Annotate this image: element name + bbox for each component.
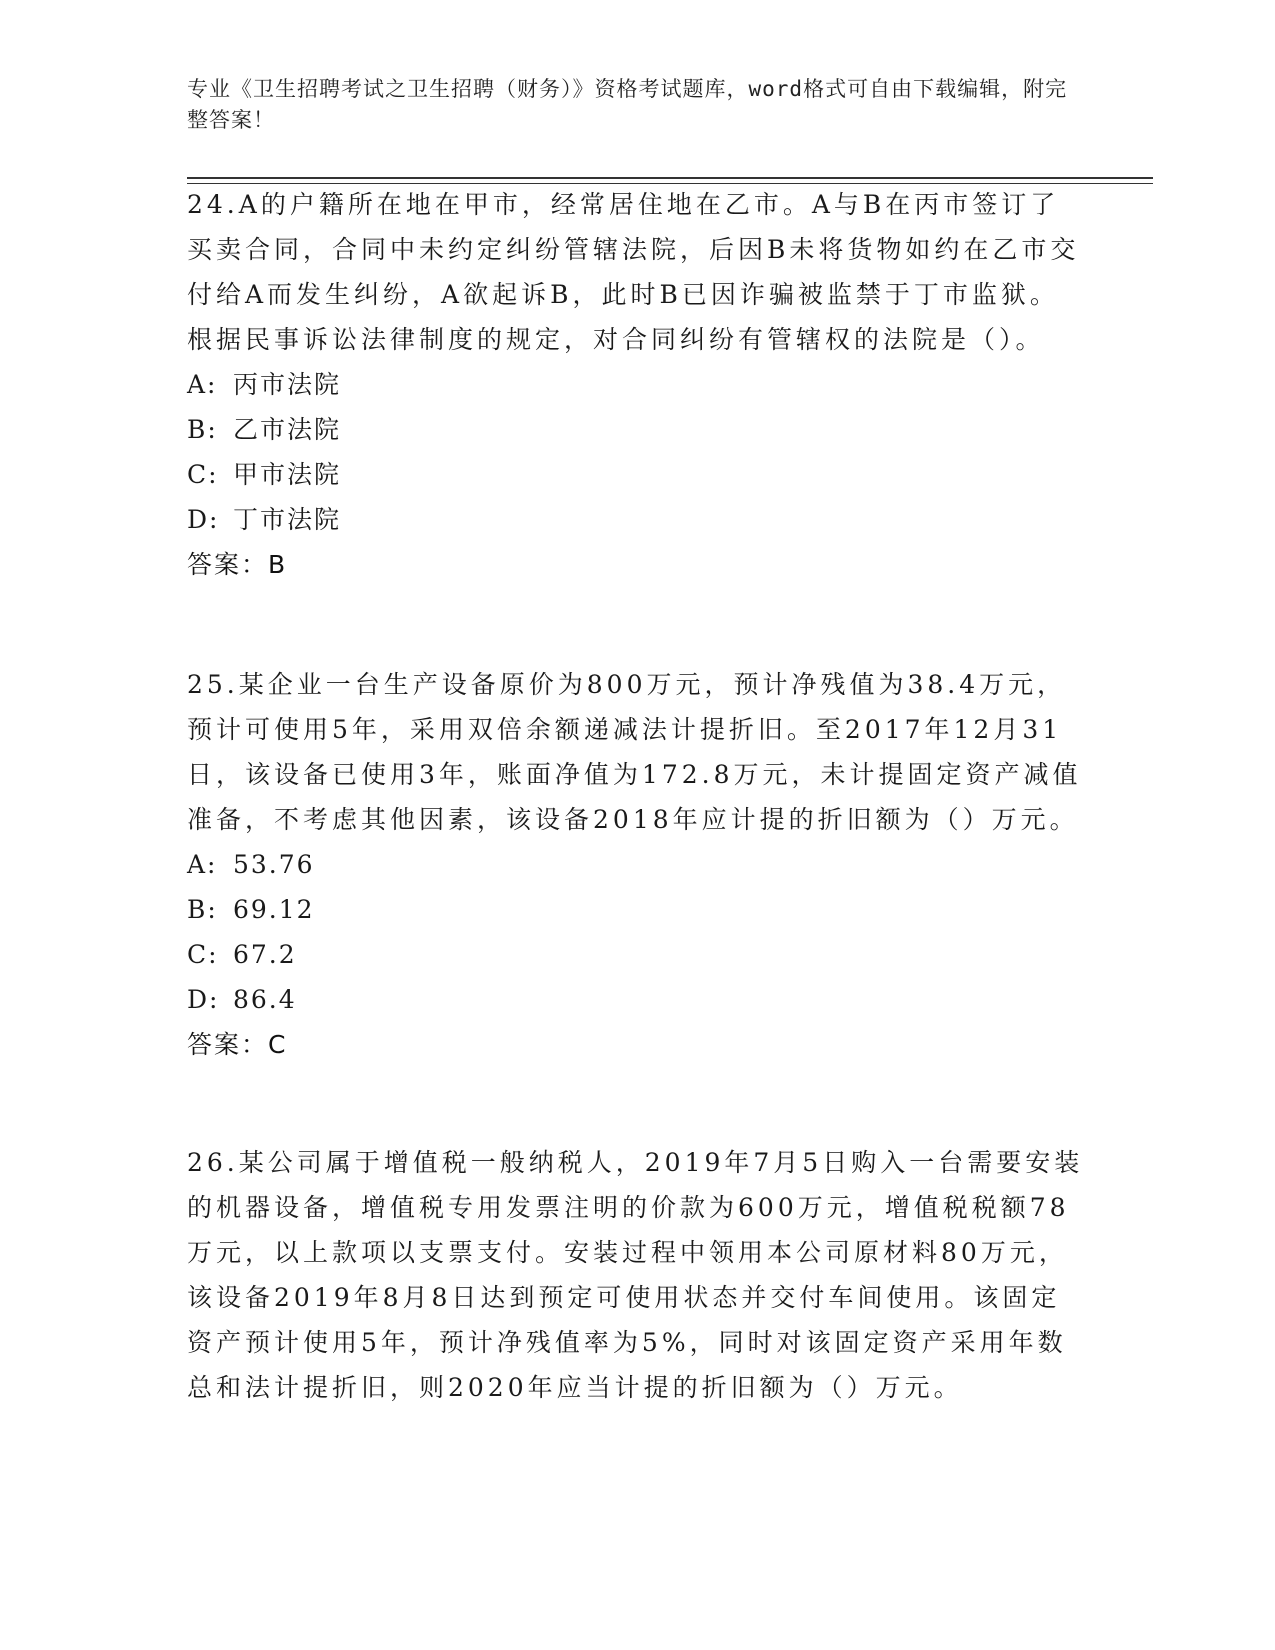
option-c <box>187 452 1087 497</box>
question-text: 24.A的户籍所在地在甲市，经常居住地在乙市。A与B在丙市签订了买卖合同，合同中未约定纠纷管辖法院，后因B未将货物如约在乙市交付给A而发生纠纷，A欲起诉B，此时B已因诈骗被监禁于丁市监狱。根据民事诉讼法律制度的规定，对合同纠纷有管辖权的法院是（）。 <box>187 190 1080 354</box>
option-a <box>187 842 1087 887</box>
option-text: 53.76 <box>233 850 315 879</box>
option-letter: A: <box>187 850 218 879</box>
option-list <box>187 842 1087 1022</box>
answer-label: 答案：B <box>187 550 288 579</box>
option-letter: A: <box>187 370 218 399</box>
option-letter: D: <box>187 505 220 534</box>
header-intro-text: 专业《卫生招聘考试之卫生招聘（财务）》资格考试题库，word格式可自由下载编辑，附完整答案！ <box>187 77 1068 132</box>
option-a <box>187 362 1087 407</box>
question-25 <box>187 662 1087 1067</box>
question-26 <box>187 1140 1087 1410</box>
question-text: 25.某企业一台生产设备原价为800万元，预计净残值为38.4万元，预计可使用5年，采用双倍余额递减法计提折旧。至2017年12月31日，该设备已使用3年，账面净值为172.8万元，未计提固定资产减值准备，不考虑其他因素，该设备2018年应计提的折旧额为（）万元。 <box>187 670 1082 834</box>
document-header <box>187 74 1077 136</box>
option-letter: B: <box>187 415 218 444</box>
option-c <box>187 932 1087 977</box>
question-24 <box>187 182 1087 587</box>
option-text: 67.2 <box>233 940 297 969</box>
option-b <box>187 407 1087 452</box>
option-text: 69.12 <box>233 895 315 924</box>
answer-label: 答案：C <box>187 1030 288 1059</box>
option-letter: B: <box>187 895 218 924</box>
option-letter: C: <box>187 460 219 489</box>
option-letter: D: <box>187 985 220 1014</box>
header-divider-thick <box>187 177 1153 179</box>
option-text: 丙市法院 <box>233 370 342 399</box>
option-text: 86.4 <box>233 985 297 1014</box>
option-text: 丁市法院 <box>233 505 342 534</box>
option-b <box>187 887 1087 932</box>
option-d <box>187 497 1087 542</box>
option-text: 甲市法院 <box>233 460 342 489</box>
option-list <box>187 362 1087 542</box>
option-text: 乙市法院 <box>233 415 342 444</box>
question-text: 26.某公司属于增值税一般纳税人，2019年7月5日购入一台需要安装的机器设备，增值税专用发票注明的价款为600万元，增值税税额78万元，以上款项以支票支付。安装过程中领用本公司原材料80万元，该设备2019年8月8日达到预定可使用状态并交付车间使用。该固定资产预计使用5年，预计净残值率为5%，同时对该固定资产采用年数总和法计提折旧，则2020年应当计提的折旧额为（）万元。 <box>187 1148 1084 1402</box>
option-letter: C: <box>187 940 219 969</box>
option-d <box>187 977 1087 1022</box>
